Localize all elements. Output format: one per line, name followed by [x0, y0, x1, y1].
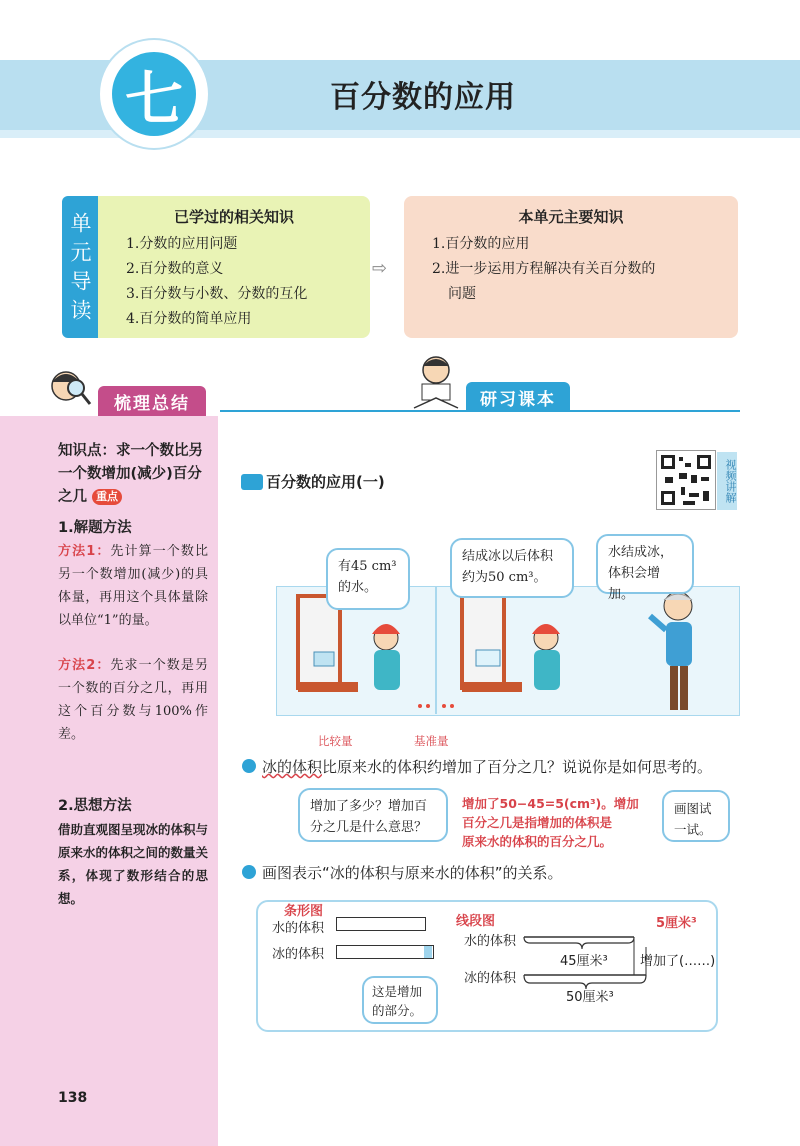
list-item: 4.百分数的简单应用 [126, 311, 252, 327]
bar-ice-increase [424, 946, 432, 958]
question-2: 画图表示“冰的体积与原来水的体积”的关系。 [262, 864, 563, 882]
speech-bubble-teacher: 水结成冰，体积会增加。 [596, 534, 694, 594]
answer-line: 百分之几是指增加的体积是 [462, 815, 613, 830]
method-2 [58, 654, 208, 746]
book-icon [241, 474, 263, 490]
thinking-text: 借助直观图呈现冰的体积与原来水的体积之间的数量关系，体现了数形结合的思想。 [58, 822, 209, 906]
tab-summary[interactable]: 梳理总结 [98, 386, 206, 416]
question-1-rest: 约增加了百分之几？说说你是如何思考的。 [427, 758, 713, 776]
method-heading: 1.解题方法 [58, 520, 132, 536]
divider [220, 410, 740, 412]
unit-guide-tab: 单元导读 [62, 196, 98, 338]
method-2-text: 先求一个数是另一个数的百分之几，再用这个百分数与100%作差。 [58, 658, 208, 742]
lesson-title: 百分数的应用(一) [266, 473, 385, 491]
speech-bubble-ice: 结成冰以后体积约为50 cm³。 [450, 538, 574, 598]
guide-learned-list [126, 232, 307, 332]
segment-ice-label: 冰的体积 [464, 971, 517, 986]
reading-boy-icon [410, 352, 462, 412]
list-item: 3.百分数与小数、分数的互化 [126, 286, 308, 302]
knowledge-point-text: 知识点：求一个数比另一个数增加(减少)百分之几 [58, 443, 203, 505]
question-1-mid: 比原来水的体积 [322, 758, 428, 776]
magnifier-boy-icon [46, 366, 94, 414]
bullet-icon [242, 865, 256, 879]
guide-main-title: 本单元主要知识 [518, 208, 624, 226]
guide-main-box [404, 196, 738, 338]
tab-study[interactable]: 研习课本 [466, 382, 570, 412]
segment-water-label: 水的体积 [464, 934, 517, 949]
answer-line: 原来水的体积的百分之几。 [462, 834, 613, 849]
speech-bubble-water: 有45 cm³的水。 [326, 548, 410, 610]
method-1 [58, 540, 208, 632]
speech-bubble-note: 这是增加的部分。 [362, 976, 438, 1024]
page-number: 138 [58, 1090, 88, 1106]
bar-ice [336, 945, 434, 959]
key-badge: 重点 [92, 489, 122, 505]
guide-learned-title: 已学过的相关知识 [173, 208, 294, 226]
knowledge-point [58, 440, 208, 509]
answer-line: 增加了50−45=5(cm³)。增加 [462, 796, 639, 811]
compare-quantity-label: 比较量 [318, 734, 353, 748]
arrow-right-icon: ⇨ [372, 258, 388, 279]
question-1-compare: 冰的体积 [262, 758, 323, 776]
qr-code-icon[interactable] [656, 450, 716, 510]
bullet-icon [242, 759, 256, 773]
answer-text [462, 794, 662, 851]
segment-answer: 5厘米³ [656, 916, 697, 931]
question-1 [262, 756, 712, 777]
guide-learned-box [98, 196, 370, 338]
method-2-label: 方法2： [58, 658, 111, 673]
list-item: 1.百分数的应用 [432, 236, 530, 252]
bar-ice-label: 冰的体积 [272, 947, 325, 962]
segment-50-label: 50厘米³ [566, 990, 614, 1005]
chapter-number: 七 [112, 52, 196, 136]
guide-main-list [432, 232, 655, 307]
method-1-label: 方法1： [58, 544, 111, 559]
segment-45-label: 45厘米³ [560, 954, 608, 969]
speech-bubble-draw: 画图试一试。 [662, 790, 730, 842]
video-label: 视频讲解 [717, 452, 737, 510]
list-item: 2.百分数的意义 [126, 261, 224, 277]
bar-water-label: 水的体积 [272, 921, 325, 936]
chapter-title: 百分数的应用 [330, 80, 516, 115]
list-item: 问题 [448, 286, 476, 302]
bar-chart-title: 条形图 [284, 904, 324, 919]
speech-bubble-question: 增加了多少？增加百分之几是什么意思？ [298, 788, 448, 842]
thinking-heading: 2.思想方法 [58, 798, 132, 814]
segment-chart-title: 线段图 [456, 914, 496, 929]
list-item: 2.进一步运用方程解决有关百分数的 [432, 261, 656, 277]
list-item: 1.分数的应用问题 [126, 236, 238, 252]
teacher-illustration [644, 586, 704, 716]
bar-water [336, 917, 426, 931]
method-1-text: 先计算一个数比另一个数增加(减少)的具体量，再用这个具体量除以单位“1”的量。 [58, 544, 208, 628]
segment-increase-label: 增加了(……) [640, 954, 716, 969]
base-quantity-label: 基准量 [414, 734, 449, 748]
